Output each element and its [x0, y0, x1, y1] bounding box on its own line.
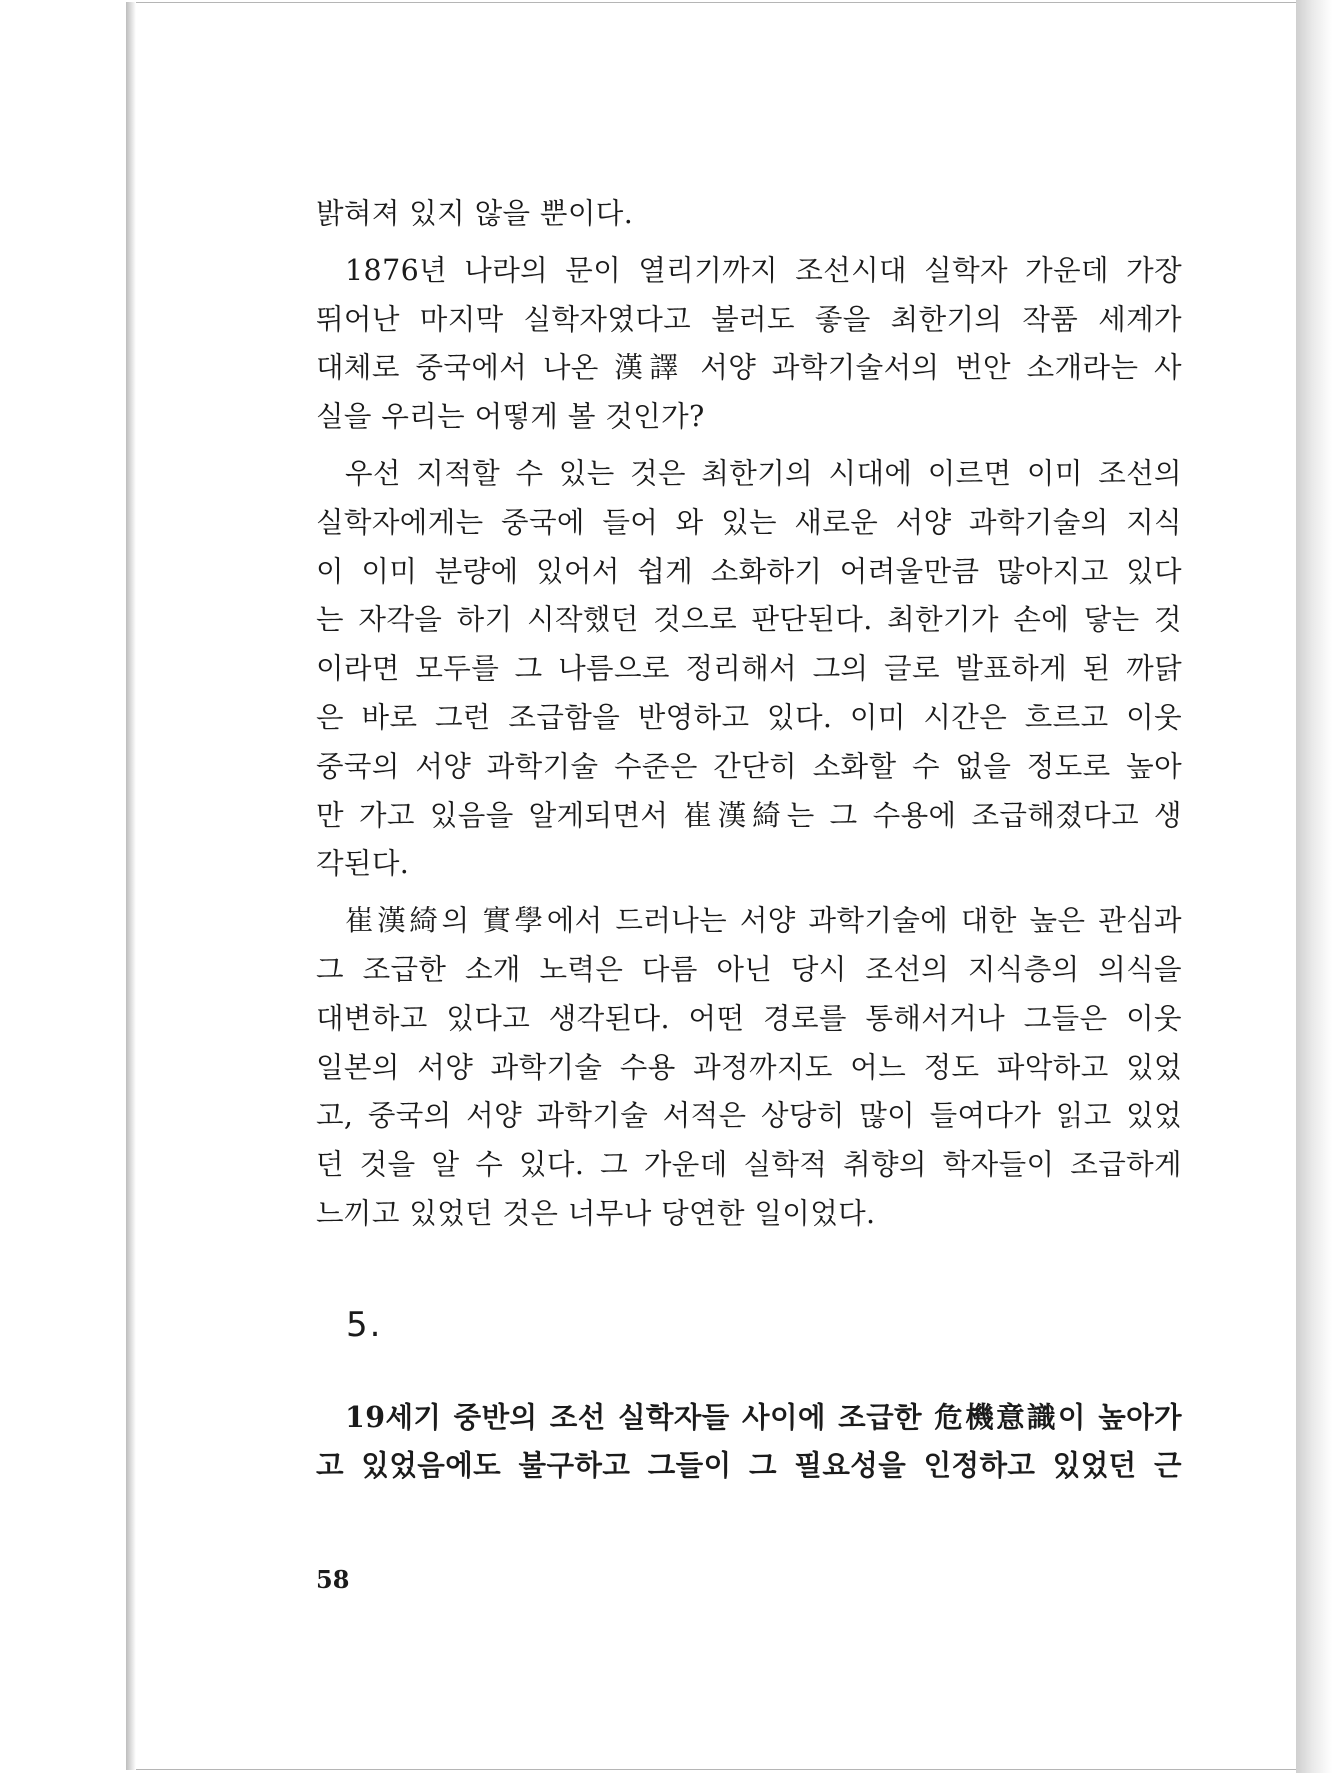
text-line: 우선 지적할 수 있는 것은 최한기의 시대에 이르면 이미 조선의 — [345, 456, 1182, 490]
text-line: 중국의 서양 과학기술 수준은 간단히 소화할 수 없을 정도로 높아 — [316, 749, 1182, 783]
text-line: 느끼고 있었던 것은 너무나 당연한 일이었다. — [316, 1196, 876, 1230]
text-line: 일본의 서양 과학기술 수용 과정까지도 어느 정도 파악하고 있었 — [316, 1050, 1182, 1084]
text-line: 대변하고 있다고 생각된다. 어떤 경로를 통해서거나 그들은 이웃 — [316, 1001, 1182, 1035]
text-line: 19세기 중반의 조선 실학자들 사이에 조급한 危機意識이 높아가 — [345, 1400, 1182, 1434]
paragraph-3 — [316, 450, 1182, 889]
page-right-shadow — [1296, 0, 1332, 1773]
text-line: 고 있었음에도 불구하고 그들이 그 필요성을 인정하고 있었던 근 — [316, 1448, 1182, 1482]
section-body-text — [316, 1393, 1182, 1489]
text-line: 그 조급한 소개 노력은 다름 아닌 당시 조선의 지식층의 의식을 — [316, 952, 1182, 986]
text-line: 이 이미 분량에 있어서 쉽게 소화하기 어려울만큼 많아지고 있다 — [316, 554, 1182, 588]
text-line: 은 바로 그런 조급함을 반영하고 있다. 이미 시간은 흐르고 이웃 — [316, 700, 1182, 734]
body-text — [316, 190, 1182, 1247]
text-line: 대체로 중국에서 나온 漢譯 서양 과학기술서의 번안 소개라는 사 — [316, 351, 1182, 385]
text-line: 고, 중국의 서양 과학기술 서적은 상당히 많이 들여다가 읽고 있었 — [316, 1099, 1182, 1133]
text-line: 1876년 나라의 문이 열리기까지 조선시대 실학자 가운데 가장 — [345, 253, 1182, 287]
text-line: 실학자에게는 중국에 들어 와 있는 새로운 서양 과학기술의 지식 — [316, 505, 1182, 539]
text-line: 만 가고 있음을 알게되면서 崔漢綺는 그 수용에 조급해졌다고 생 — [316, 798, 1182, 832]
text-line: 밝혀져 있지 않을 뿐이다. — [316, 197, 634, 230]
text-line: 는 자각을 하기 시작했던 것으로 판단된다. 최한기가 손에 닿는 것 — [316, 603, 1182, 637]
text-line: 각된다. — [316, 847, 410, 881]
paragraph-4 — [316, 897, 1182, 1239]
page-spine-edge — [126, 2, 136, 1770]
text-line: 이라면 모두를 그 나름으로 정리해서 그의 글로 발표하게 된 까닭 — [316, 652, 1182, 686]
text-line: 뛰어난 마지막 실학자였다고 불러도 좋을 최한기의 작품 세계가 — [316, 302, 1182, 336]
text-line: 실을 우리는 어떻게 볼 것인가? — [316, 400, 705, 434]
section-heading-number: 5. — [346, 1305, 383, 1345]
paragraph-2 — [316, 247, 1182, 442]
text-line: 崔漢綺의 實學에서 드러나는 서양 과학기술에 대한 높은 관심과 — [345, 904, 1182, 938]
paragraph-1 — [316, 190, 1182, 239]
page-number: 58 — [316, 1565, 350, 1594]
text-line: 던 것을 알 수 있다. 그 가운데 실학적 취향의 학자들이 조급하게 — [316, 1148, 1182, 1182]
